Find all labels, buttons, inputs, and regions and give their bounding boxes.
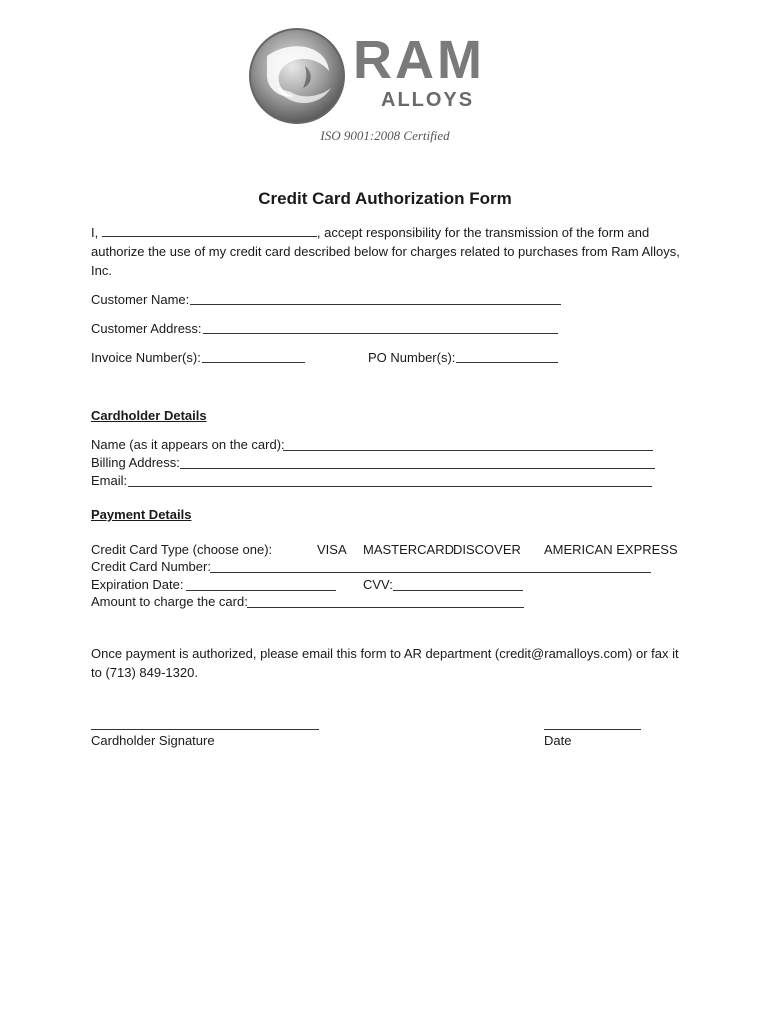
email-label: Email:	[91, 473, 128, 488]
customer-name-label: Customer Name:	[91, 292, 190, 307]
card-name-field[interactable]	[283, 450, 653, 451]
customer-address-field[interactable]	[203, 333, 558, 334]
intro-prefix: I,	[91, 225, 99, 240]
responsible-name-field[interactable]	[102, 224, 317, 237]
invoice-label: Invoice Number(s):	[91, 350, 201, 365]
signature-field[interactable]	[91, 729, 319, 730]
cardholder-heading: Cardholder Details	[91, 408, 207, 423]
card-type-visa[interactable]: VISA	[317, 542, 347, 557]
card-number-label: Credit Card Number:	[91, 559, 211, 574]
intro-line-2: authorize the use of my credit card described below for charges related to purchases from Ram Alloys,	[91, 244, 680, 259]
date-label: Date	[544, 733, 572, 748]
logo-wordmark: RAM	[353, 30, 485, 90]
billing-address-field[interactable]	[180, 468, 655, 469]
instructions-line-2: to (713) 849-1320.	[91, 665, 198, 680]
amount-field[interactable]	[247, 607, 524, 608]
form-title: Credit Card Authorization Form	[258, 189, 512, 208]
customer-address-label: Customer Address:	[91, 321, 202, 336]
amount-label: Amount to charge the card:	[91, 594, 248, 609]
card-name-label: Name (as it appears on the card):	[91, 437, 285, 452]
intro-line-1-rest: , accept responsibility for the transmission of the form and	[316, 225, 650, 240]
card-type-amex[interactable]: AMERICAN EXPRESS	[544, 542, 678, 557]
email-field[interactable]	[128, 486, 652, 487]
card-type-label: Credit Card Type (choose one):	[91, 542, 273, 557]
expiration-field[interactable]	[186, 590, 336, 591]
invoice-number-field[interactable]	[202, 362, 305, 363]
logo-subtext: ALLOYS	[381, 89, 475, 111]
instructions-line-1: Once payment is authorized, please email this form to AR department (credit@ramalloys.com) or fax it	[91, 646, 679, 661]
intro-line-3: Inc.	[91, 263, 112, 278]
po-label: PO Number(s):	[368, 350, 456, 365]
intro-line-1	[91, 224, 649, 242]
card-number-field[interactable]	[210, 572, 651, 573]
iso-certification: ISO 9001:2008 Certified	[320, 128, 450, 143]
card-type-discover[interactable]: DISCOVER	[453, 542, 521, 557]
po-number-field[interactable]	[456, 362, 558, 363]
payment-heading: Payment Details	[91, 507, 192, 522]
expiration-label: Expiration Date:	[91, 577, 184, 592]
ram-alloys-logo	[247, 26, 527, 126]
card-type-mastercard[interactable]: MASTERCARD	[363, 542, 455, 557]
cvv-label: CVV:	[363, 577, 393, 592]
billing-address-label: Billing Address:	[91, 455, 180, 470]
customer-name-field[interactable]	[190, 304, 561, 305]
date-field[interactable]	[544, 729, 641, 730]
signature-label: Cardholder Signature	[91, 733, 215, 748]
cvv-field[interactable]	[393, 590, 523, 591]
